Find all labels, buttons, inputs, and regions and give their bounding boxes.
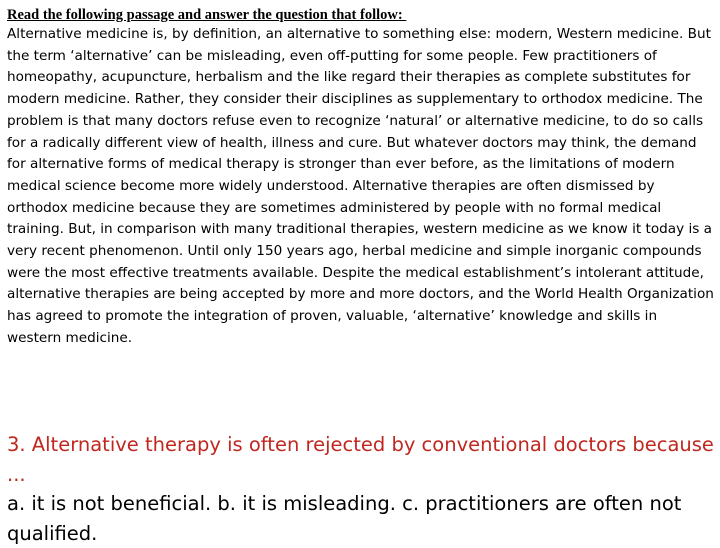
question-block xyxy=(7,430,717,548)
question-text: 3. Alternative therapy is often rejected by conventional doctors because ... xyxy=(7,433,714,486)
reading-passage: Alternative medicine is, by definition, an alternative to something else: modern, Western medicine. But the term ‘alternative’ can be misleading, even off-putting for some people. Few practitioners of homeopathy, acupuncture, herbalism and the like regard their therapies as complete substitutes for modern medicine. Rather, they consider their disciplines as supplementary to orthodox medicine. The problem is that many doctors refuse even to recognize ‘natural’ or alternative medicine, to do so calls for a radically different view of health, illness and cure. But whatever doctors may think, the demand for alternative forms of medical therapy is stronger than ever before, as the limitations of modern medical science become more widely understood. Alternative therapies are often dismissed by orthodox medicine because they are sometimes administered by people with no formal medical training. But, in comparison with many traditional therapies, western medicine as we know it today is a very recent phenomenon. Until only 150 years ago, herbal medicine and simple inorganic compounds were the most effective treatments available. Despite the medical establishment’s intolerant attitude, alternative therapies are being accepted by more and more doctors, and the World Health Organization has agreed to promote the integration of proven, valuable, ‘alternative’ knowledge and skills in western medicine. xyxy=(7,26,714,346)
instruction-heading: Read the following passage and answer the question that follow: xyxy=(7,7,407,23)
document-page xyxy=(7,6,715,350)
answer-options: a. it is not beneficial. b. it is misleading. c. practitioners are often not qualified. xyxy=(7,492,682,545)
